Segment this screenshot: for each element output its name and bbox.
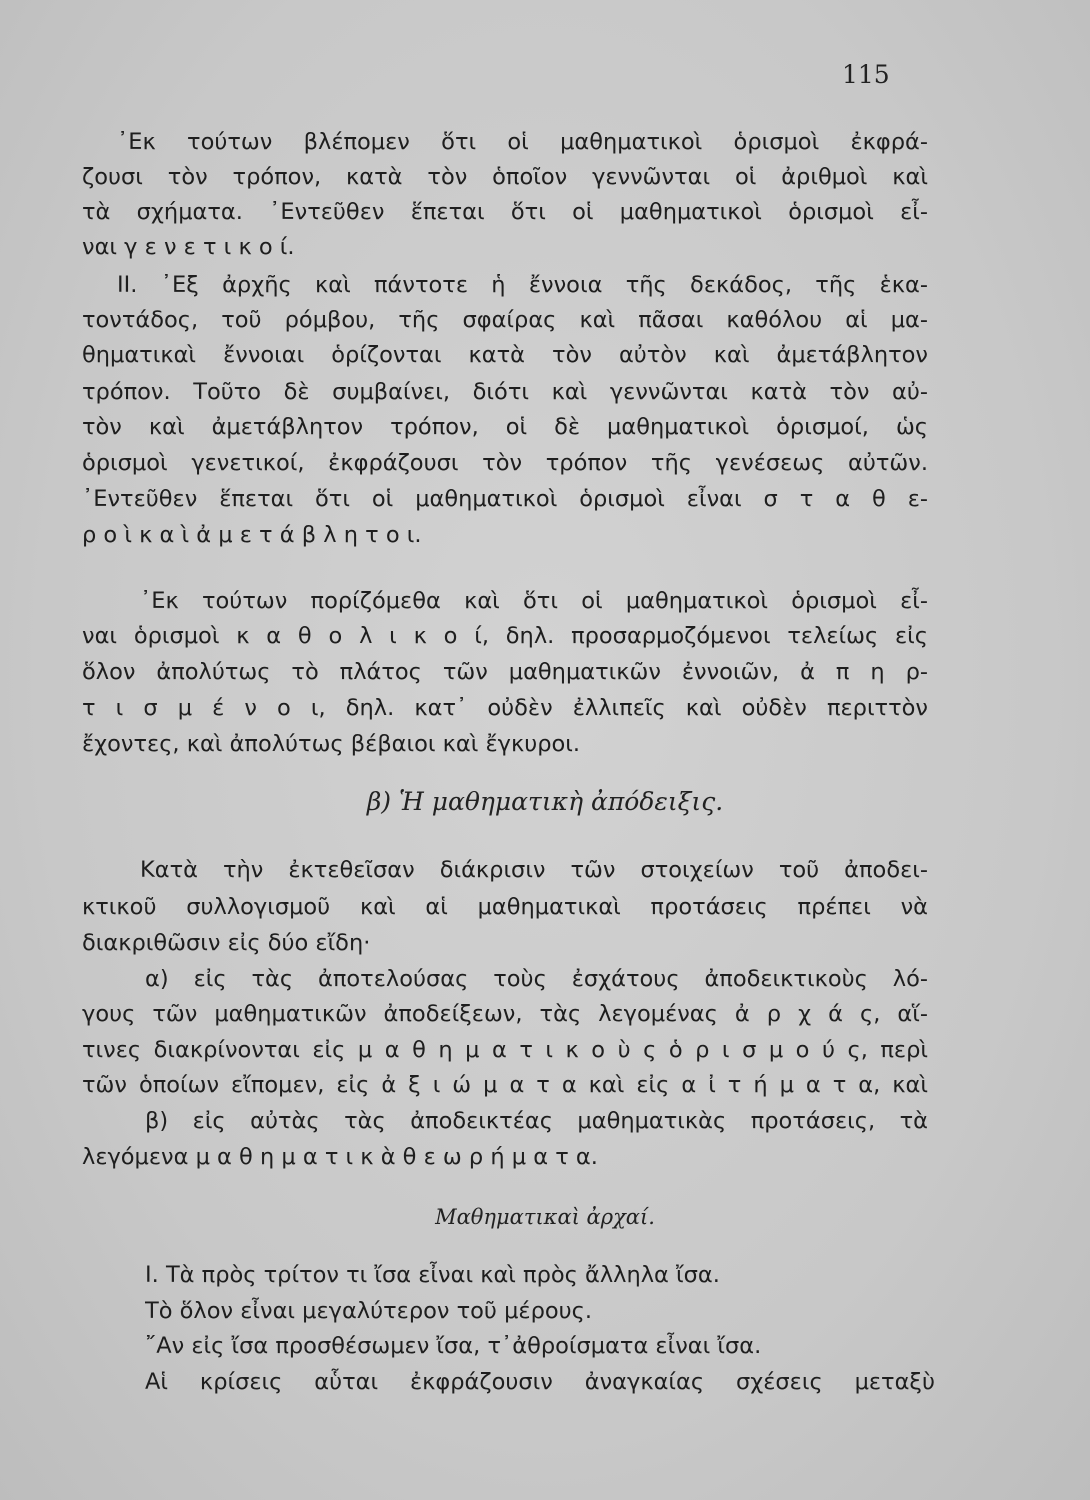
text-line: ὅλον ἀπολύτως τὸ πλάτος τῶν μαθηματικῶν ἐννοιῶν, ἀ π η ρ-	[82, 659, 928, 685]
subsection-heading: Μαθηματικαὶ ἀρχαί.	[435, 1205, 655, 1229]
section-heading: β) Ἡ μαθηματικὴ ἀπόδειξις.	[366, 787, 724, 816]
text-line: Τὸ ὅλον εἶναι μεγαλύτερον τοῦ μέρους.	[145, 1298, 592, 1324]
text-line: β) εἰς αὐτὰς τὰς ἀποδεικτέας μαθηματικὰς προτάσεις, τὰ	[145, 1108, 928, 1134]
text-line: τρόπον. Τοῦτο δὲ συμβαίνει, διότι καὶ γεννῶνται κατὰ τὸν αὐ-	[82, 379, 928, 405]
text-line: Κατὰ τὴν ἐκτεθεῖσαν διάκρισιν τῶν στοιχείων τοῦ ἀποδει-	[140, 857, 928, 883]
text-line: ναι ὁρισμοὶ κ α θ ο λ ι κ ο ί, δηλ. προσαρμοζόμενοι τελείως εἰς	[82, 623, 928, 649]
text-line: τῶν ὁποίων εἴπομεν, εἰς ἀ ξ ι ώ μ α τ α καὶ εἰς α ἰ τ ή μ α τ α, καὶ	[82, 1072, 928, 1098]
text-line: ῎Αν εἰς ἴσα προσθέσωμεν ἴσα, τ᾿ἀθροίσματα εἶναι ἴσα.	[145, 1333, 762, 1359]
text-line: ΙΙ. ᾿Εξ ἀρχῆς καὶ πάντοτε ἡ ἔννοια τῆς δεκάδος, τῆς ἑκα-	[117, 272, 928, 298]
text-line: ζουσι τὸν τρόπον, κατὰ τὸν ὁποῖον γεννῶνται οἱ ἀριθμοὶ καὶ	[82, 164, 928, 190]
text-line: ρ ο ὶ κ α ὶ ἀ μ ε τ ά β λ η τ ο ι.	[82, 522, 422, 548]
text-line: Ι. Τὰ πρὸς τρίτον τι ἴσα εἶναι καὶ πρὸς ἄλληλα ἴσα.	[145, 1262, 720, 1288]
text-line: γους τῶν μαθηματικῶν ἀποδείξεων, τὰς λεγομένας ἀ ρ χ ά ς, αἵ-	[82, 1001, 928, 1027]
text-line: λεγόμενα μ α θ η μ α τ ι κ ὰ θ ε ω ρ ή μ α τ α.	[82, 1144, 598, 1170]
text-line: τ ι σ μ έ ν ο ι, δηλ. κατ᾿ οὐδὲν ἐλλιπεῖς καὶ οὐδὲν περιττὸν	[82, 695, 928, 721]
text-line: Αἱ κρίσεις αὗται ἐκφράζουσιν ἀναγκαίας σχέσεις μεταξὺ	[145, 1369, 935, 1395]
text-line: ὁρισμοὶ γενετικοί, ἐκφράζουσι τὸν τρόπον τῆς γενέσεως αὐτῶν.	[82, 450, 928, 476]
text-line: κτικοῦ συλλογισμοῦ καὶ αἱ μαθηματικαὶ προτάσεις πρέπει νὰ	[82, 894, 928, 920]
text-line: ᾿Εκ τούτων πορίζόμεθα καὶ ὅτι οἱ μαθηματικοὶ ὁρισμοὶ εἶ-	[140, 588, 928, 614]
text-line: θηματικαὶ ἔννοιαι ὁρίζονται κατὰ τὸν αὐτὸν καὶ ἀμετάβλητον	[82, 342, 928, 368]
text-line: α) εἰς τὰς ἀποτελούσας τοὺς ἐσχάτους ἀποδεικτικοὺς λό-	[145, 966, 928, 992]
page-number: 115	[842, 60, 890, 89]
text-line: τινες διακρίνονται εἰς μ α θ η μ α τ ι κ ο ὺ ς ὁ ρ ι σ μ ο ύ ς, περὶ	[82, 1037, 928, 1063]
text-line: τὰ σχήματα. ᾿Εντεῦθεν ἕπεται ὅτι οἱ μαθηματικοὶ ὁρισμοὶ εἶ-	[82, 199, 928, 225]
text-line: τὸν καὶ ἀμετάβλητον τρόπον, οἱ δὲ μαθηματικοὶ ὁρισμοί, ὡς	[82, 414, 928, 440]
text-line: τοντάδος, τοῦ ρόμβου, τῆς σφαίρας καὶ πᾶσαι καθόλου αἱ μα-	[82, 307, 928, 333]
text-line: ᾿Εντεῦθεν ἕπεται ὅτι οἱ μαθηματικοὶ ὁρισμοὶ εἶναι σ τ α θ ε-	[82, 486, 928, 512]
text-line: ἔχοντες, καὶ ἀπολύτως βέβαιοι καὶ ἔγκυροι.	[82, 731, 581, 757]
text-line: διακριθῶσιν εἰς δύο εἴδη·	[82, 930, 371, 956]
text-line: ναι γ ε ν ε τ ι κ ο ί.	[82, 234, 295, 260]
text-line: ᾿Εκ τούτων βλέπομεν ὅτι οἱ μαθηματικοὶ ὁρισμοὶ ἐκφρά-	[117, 129, 928, 155]
